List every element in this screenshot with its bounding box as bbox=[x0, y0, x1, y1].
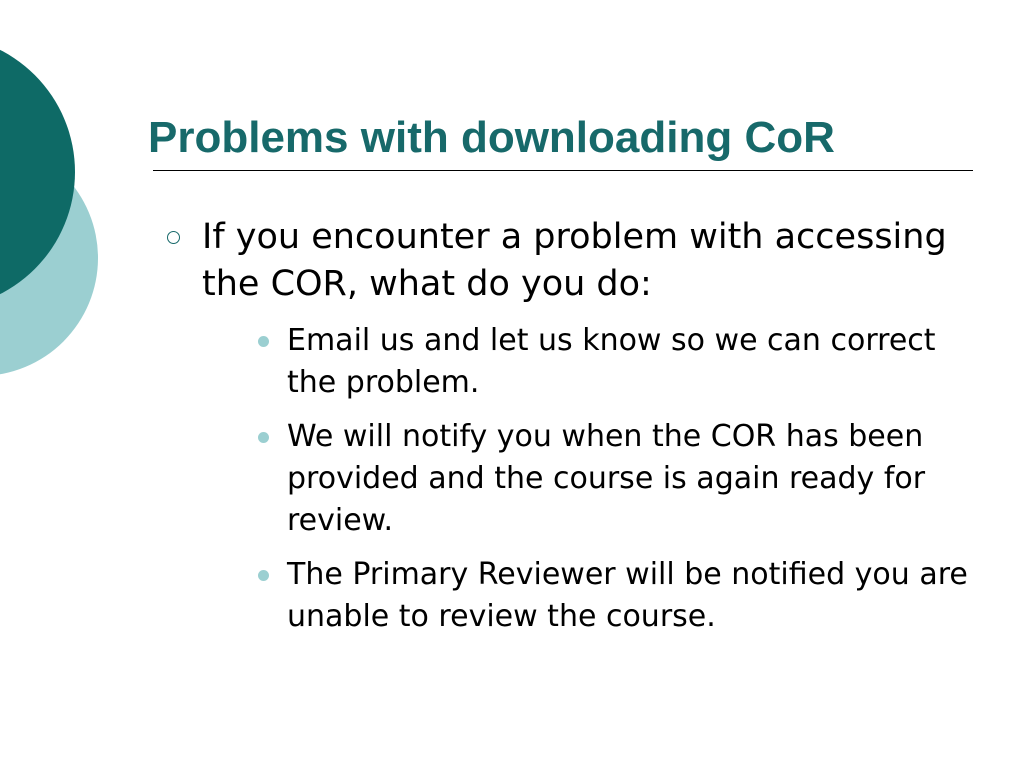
sub-bullet-item bbox=[247, 416, 982, 542]
bullet-list bbox=[162, 214, 982, 650]
title-underline bbox=[153, 170, 973, 171]
slide-title: Problems with downloading CoR bbox=[148, 113, 835, 162]
sub-bullet-item bbox=[247, 320, 982, 404]
filled-dot-icon bbox=[258, 570, 269, 581]
hollow-circle-icon bbox=[167, 231, 180, 244]
sub-bullet-text: Email us and let us know so we can correct the problem. bbox=[287, 323, 936, 400]
sub-bullet-item bbox=[247, 554, 982, 638]
sub-bullet-list bbox=[202, 320, 982, 638]
bullet-text: If you encounter a problem with accessing the COR, what do you do: bbox=[202, 217, 947, 304]
sub-bullet-text: The Primary Reviewer will be notified you are unable to review the course. bbox=[287, 557, 968, 634]
filled-dot-icon bbox=[258, 336, 269, 347]
sub-bullet-text: We will notify you when the COR has been provided and the course is again ready for review. bbox=[287, 419, 926, 538]
bullet-item bbox=[162, 214, 982, 638]
decorative-circles bbox=[0, 0, 110, 420]
filled-dot-icon bbox=[258, 432, 269, 443]
